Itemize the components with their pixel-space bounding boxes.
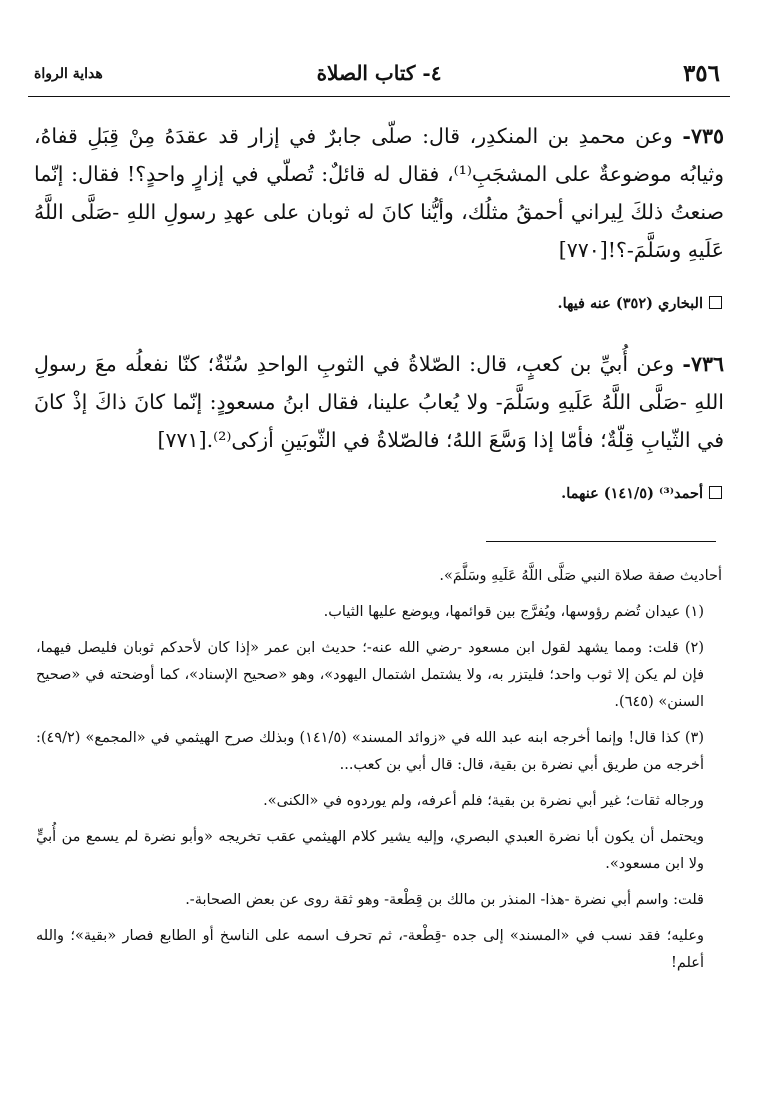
footnote-divider <box>486 541 716 542</box>
hadith-number: ٧٣٦- <box>682 352 724 376</box>
chapter-heading: ٤- كتاب الصلاة <box>316 61 442 85</box>
hadith-735-source <box>34 292 722 316</box>
footnote-2: (٢) قلت: ومما يشهد لقول ابن مسعود -رضي الله عنه-؛ حديث ابن عمر «إذا كان لأحدكم ثوبان فليصل فيهما، فإن لم يكن إلا ثوب واحد؛ فليتزر به، ولا يشتمل اشتمال اليهود»، وهو «صحيح الإسناد»، كما أوضحته في «صحيح السنن» (٦٤٥). <box>36 640 704 710</box>
footnotes <box>36 563 722 986</box>
page-header <box>28 58 730 92</box>
hadith-735 <box>34 117 724 269</box>
hadith-text: وعن محمدِ بن المنكدِر، قال: صلّى جابرٌ في إزار قد عقدَهُ مِنْ قِبَلِ قفاهُ، وثيابُه موضوعةٌ على المشجَبِ⁽¹⁾، فقال له قائلٌ: تُصلّي في إزارٍ واحدٍ؟! فقال: إنّما صنعتُ ذلكَ لِيراني أحمقُ مثلُك، وأيُّنا كانَ له ثوبان على عهدِ رسولِ اللهِ -صَلَّى اللَّهُ عَلَيهِ وسَلَّمَ-؟![٧٧٠] <box>34 124 724 262</box>
book-title: هداية الرواة <box>34 66 103 82</box>
footnote-3-para-5: وعليه؛ فقد نسب في «المسند» إلى جده -قِطْعة-، ثم تحرف اسمه على الناسخ أو الطابع فصار «بقية»؛ والله أعلم! <box>36 928 704 971</box>
hadith-736-source <box>34 482 722 506</box>
source-text: البخاري (٣٥٢) عنه فيها. <box>557 295 703 312</box>
footnote-continuation: أحاديث صفة صلاة النبي صَلَّى اللَّهُ عَلَيهِ وسَلَّمَ». <box>439 568 722 584</box>
hadith-number: ٧٣٥- <box>682 124 724 148</box>
source-text: أحمد⁽³⁾ (١٤١/٥) عنهما. <box>561 485 703 502</box>
hadith-736 <box>34 345 724 459</box>
footnote-1: (١) عيدان تُضم رؤوسها، ويُفرَّج بين قوائمها، ويوضع عليها الثياب. <box>323 604 704 620</box>
hadith-text: وعن أُبيِّ بن كعبٍ، قال: الصّلاةُ في الثوبِ الواحدِ سُنّةٌ؛ كنّا نفعلُه معَ رسولِ اللهِ -صَلَّى اللَّهُ عَلَيهِ وسَلَّمَ- ولا يُعابُ علينا، فقال ابنُ مسعودٍ: إنّما كانَ ذاكَ إذْ كانَ في الثّيابِ قِلّةٌ؛ فأمّا إذا وَسَّعَ اللهُ؛ فالصّلاةُ في الثّوبَينِ أزكى⁽²⁾.[٧٧١] <box>34 352 724 452</box>
page-number: ٣٥٦ <box>682 60 720 87</box>
header-divider <box>28 96 730 97</box>
square-bullet-icon <box>709 296 722 309</box>
square-bullet-icon <box>709 486 722 499</box>
footnote-3-para-2: ورجاله ثقات؛ غير أبي نضرة بن بقية؛ فلم أعرفه، ولم يوردوه في «الكنى». <box>263 793 704 809</box>
footnote-3-para-4: قلت: واسم أبي نضرة -هذا- المنذر بن مالك بن قِطْعة- وهو ثقة روى عن بعض الصحابة-. <box>185 892 704 908</box>
footnote-3-para-3: ويحتمل أن يكون أبا نضرة العبدي البصري، وإليه يشير كلام الهيثمي عقب تخريجه «وأبو نضرة لم يسمع من أُبيٍّ ولا ابن مسعود». <box>36 829 704 872</box>
footnote-3: (٣) كذا قال! وإنما أخرجه ابنه عبد الله في «زوائد المسند» (١٤١/٥) وبذلك صرح الهيثمي في «المجمع» (٤٩/٢): أخرجه من طريق أبي نضرة بن بقية، قال: قال أبي بن كعب... <box>36 730 705 773</box>
